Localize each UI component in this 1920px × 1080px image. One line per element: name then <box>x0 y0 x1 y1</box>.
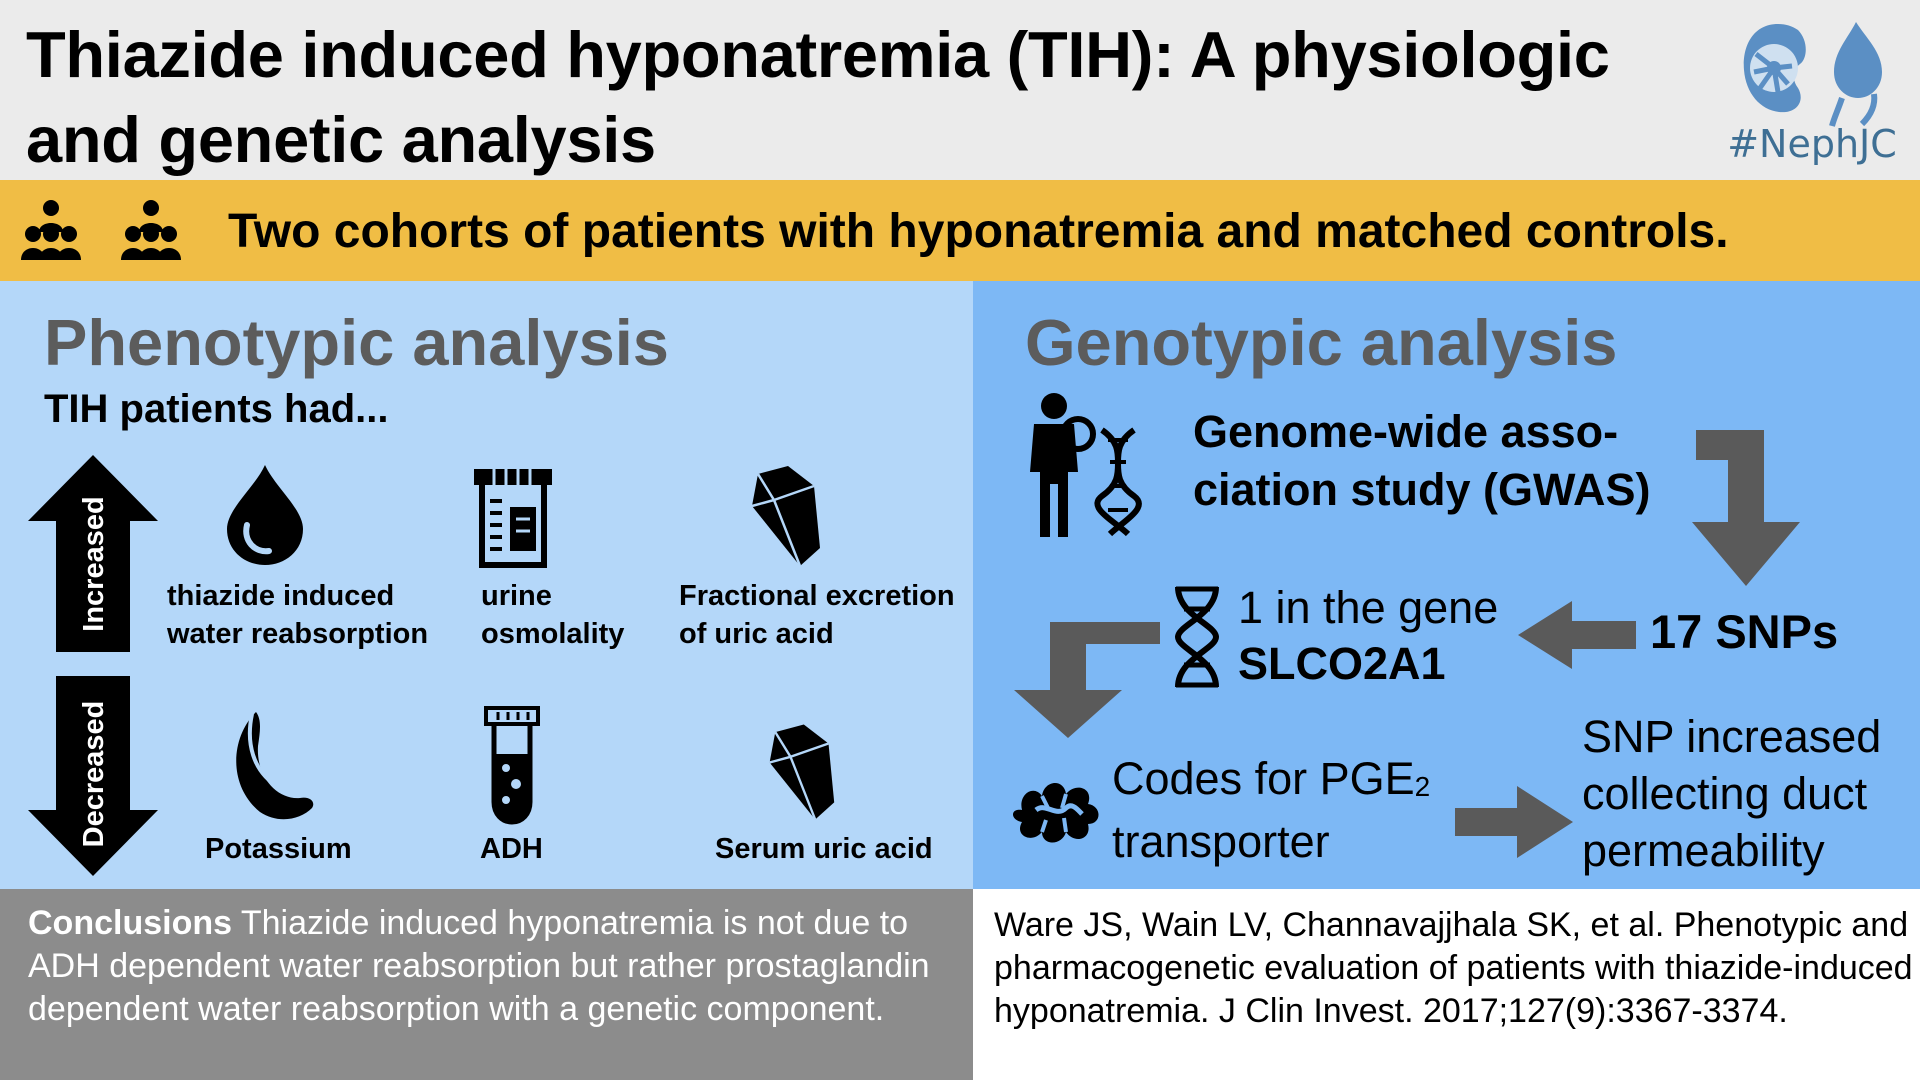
dna-icon <box>1174 585 1220 689</box>
item-label: urine osmolality <box>481 580 625 650</box>
phenotypic-title: Phenotypic analysis <box>44 306 669 379</box>
phenotypic-subtitle: TIH patients had... <box>44 387 389 431</box>
item-label: Potassium <box>205 833 352 865</box>
urine-container-icon <box>472 467 554 567</box>
item-label: Fractional excretion of uric acid <box>679 580 955 650</box>
crystal-icon <box>744 466 824 566</box>
arrow-right-icon <box>1455 786 1573 858</box>
gwas-text: Genome-wide asso- ciation study (GWAS) <box>1193 406 1651 515</box>
arrow-left-icon <box>1518 601 1636 669</box>
decreased-label: Decreased <box>78 700 110 848</box>
item-label: ADH <box>480 833 543 865</box>
test-tube-icon <box>484 706 540 824</box>
banner-text: Two cohorts of patients with hyponatremia and matched controls. <box>228 205 1729 258</box>
genotypic-title: Genotypic analysis <box>1025 306 1618 379</box>
water-drop-icon <box>225 465 305 565</box>
gene-text: 1 in the gene <box>1238 582 1499 633</box>
snp-effect-text: SNP increased collecting duct permeability <box>1582 711 1882 876</box>
group-icon <box>118 198 184 264</box>
group-icon <box>18 198 84 264</box>
item-label: thiazide induced water reabsorption <box>167 580 429 650</box>
bent-arrow-down-icon <box>1696 430 1802 586</box>
conclusions-label: Conclusions <box>28 904 233 942</box>
protein-transporter-icon <box>1012 774 1104 844</box>
increased-label: Increased <box>78 496 110 632</box>
researcher-dna-icon <box>1024 392 1144 537</box>
nephjc-hashtag: #NephJC <box>1727 122 1897 166</box>
item-label: Serum uric acid <box>715 833 933 865</box>
snp-count: 17 SNPs <box>1650 605 1839 658</box>
codes-for-text: Codes for $PGE_2$ transporter <box>1112 753 1431 867</box>
page-title: Thiazide induced hyponatremia (TIH): A physiologic and genetic analysis <box>26 18 1610 176</box>
bent-arrow-down-icon <box>1030 622 1160 738</box>
kidney-logo-icon <box>1738 18 1898 128</box>
conclusions-text: Conclusions Thiazide induced hyponatremia is not due to ADH dependent water reabsorption but rather prostaglandin dependent water reabsorption with a genetic component. <box>28 904 930 1028</box>
reference-citation: Ware JS, Wain LV, Channavajjhala SK, et al. Phenotypic and pharmacogenetic evaluation of patients with thiazide-induced hyponatremia. J Clin Invest. 2017;127(9):3367-3374. <box>994 906 1913 1030</box>
gene-name: SLCO2A1 <box>1238 638 1446 689</box>
banana-icon <box>226 712 318 824</box>
crystal-icon <box>762 724 838 820</box>
